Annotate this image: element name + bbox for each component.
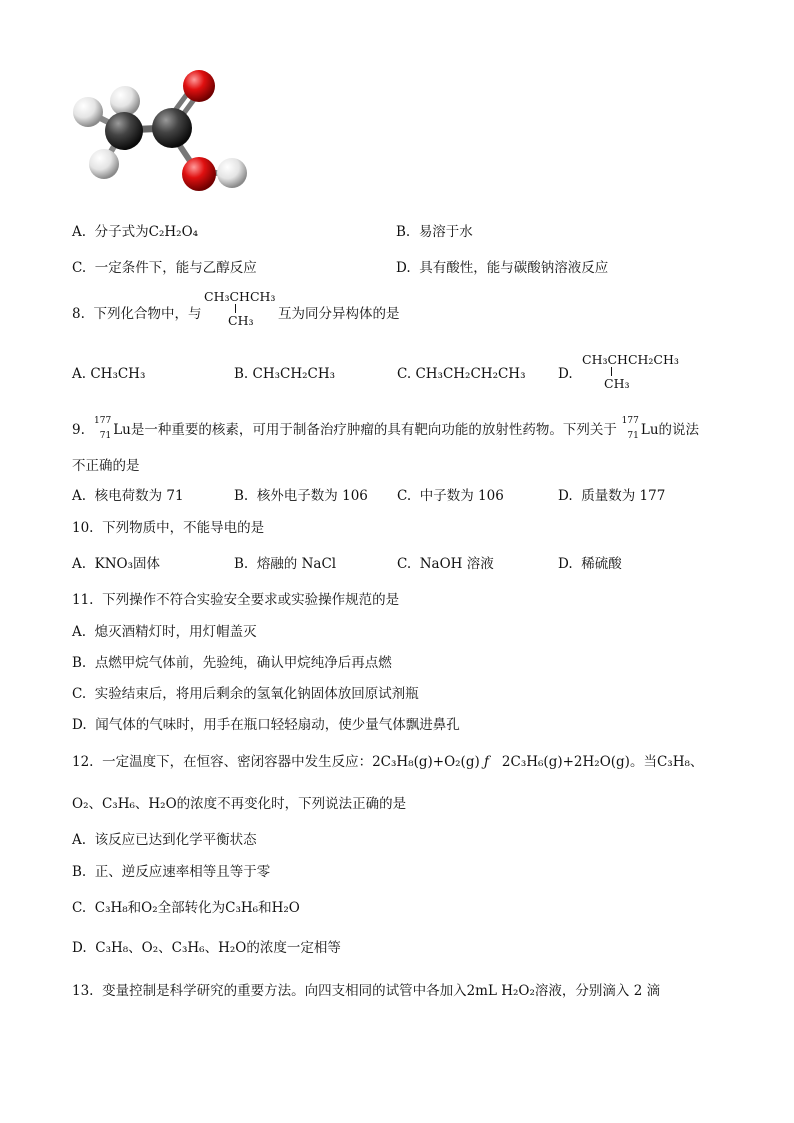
q7-option-b: B. 易溶于水 <box>396 224 473 240</box>
q11-stem: 11. 下列操作不符合实验安全要求或实验操作规范的是 <box>72 592 400 608</box>
q8-option-d-structural-formula: CH₃CHCH₂CH₃ CH₃ <box>582 352 679 391</box>
q11-option-b: B. 点燃甲烷气体前，先验纯，确认甲烷纯净后再点燃 <box>72 655 392 671</box>
q8-stem-structural-formula: CH₃CHCH₃ CH₃ <box>204 289 276 328</box>
q13-stem: 13. 变量控制是科学研究的重要方法。向四支相同的试管中各加入2mL H₂O₂溶液，分别滴入 2 滴 <box>72 983 661 999</box>
q10-option-c: C. NaOH 溶液 <box>397 556 494 572</box>
q12-equation: 2C₃H₈(g)+O₂(g) ƒ 2C₃H₆(g)+2H₂O(g) <box>372 754 630 770</box>
q12-stem-line2: O₂、C₃H₆、H₂O的浓度不再变化时，下列说法正确的是 <box>72 796 407 812</box>
q11-option-c: C. 实验结束后，将用后剩余的氢氧化钠固体放回原试剂瓶 <box>72 686 419 702</box>
q9-stem-line1: 9. 177 71 Lu是一种重要的核素，可用于制备治疗肿瘤的具有靶向功能的放射性药物。下列关于 177 71 Lu的说法 <box>72 418 699 448</box>
carbon-atom-ball <box>152 108 192 148</box>
q8-option-b: B. CH₃CH₂CH₃ <box>234 366 336 382</box>
q12-option-a: A. 该反应已达到化学平衡状态 <box>72 832 257 848</box>
q7-option-a: A. 分子式为C₂H₂O₄ <box>72 224 199 240</box>
hydrogen-atom-ball <box>89 149 119 179</box>
q9-option-d: D. 质量数为 177 <box>558 488 666 504</box>
q7-option-d: D. 具有酸性，能与碳酸钠溶液反应 <box>396 260 609 276</box>
oxygen-atom-ball <box>183 70 215 102</box>
q9-option-c: C. 中子数为 106 <box>397 488 504 504</box>
q8-stem-tail: 互为同分异构体的是 <box>278 306 400 322</box>
hydrogen-atom-ball <box>73 97 103 127</box>
carbon-atom-ball <box>105 112 143 150</box>
q10-stem: 10. 下列物质中，不能导电的是 <box>72 520 265 536</box>
q8-option-a: A. CH₃CH₃ <box>72 366 146 382</box>
q12-option-d: D. C₃H₈、O₂、C₃H₆、H₂O的浓度一定相等 <box>72 940 341 956</box>
q12-option-c: C. C₃H₈和O₂全部转化为C₃H₆和H₂O <box>72 900 300 916</box>
q9-option-b: B. 核外电子数为 106 <box>234 488 368 504</box>
q7-option-c: C. 一定条件下，能与乙醇反应 <box>72 260 257 276</box>
q10-option-d: D. 稀硫酸 <box>558 556 622 572</box>
hydrogen-atom-ball <box>110 86 140 116</box>
acetic-acid-molecule-model <box>68 68 258 198</box>
q8-stem: 8. 下列化合物中，与 <box>72 306 202 322</box>
q8-option-d-label: D. <box>558 366 573 382</box>
q10-option-a: A. KNO₃固体 <box>72 556 161 572</box>
q9-option-a: A. 核电荷数为 71 <box>72 488 184 504</box>
q11-option-a: A. 熄灭酒精灯时，用灯帽盖灭 <box>72 624 257 640</box>
q9-nuclide-symbol: 177 71 <box>621 416 639 441</box>
q10-option-b: B. 熔融的 NaCl <box>234 556 337 572</box>
q12-stem-line1: 12. 一定温度下，在恒容、密闭容器中发生反应：2C₃H₈(g)+O₂(g) ƒ 2C₃H₆(g)+2H₂O(g)。当C₃H₈、 <box>72 754 704 770</box>
oxygen-atom-ball <box>182 157 216 191</box>
q9-stem-line2: 不正确的是 <box>72 458 140 474</box>
q12-option-b: B. 正、逆反应速率相等且等于零 <box>72 864 271 880</box>
q9-nuclide-symbol: 177 71 <box>94 416 112 441</box>
q11-option-d: D. 闻气体的气味时，用手在瓶口轻轻扇动，使少量气体飘进鼻孔 <box>72 717 460 733</box>
hydrogen-atom-ball <box>217 158 247 188</box>
q8-option-c: C. CH₃CH₂CH₂CH₃ <box>397 366 526 382</box>
